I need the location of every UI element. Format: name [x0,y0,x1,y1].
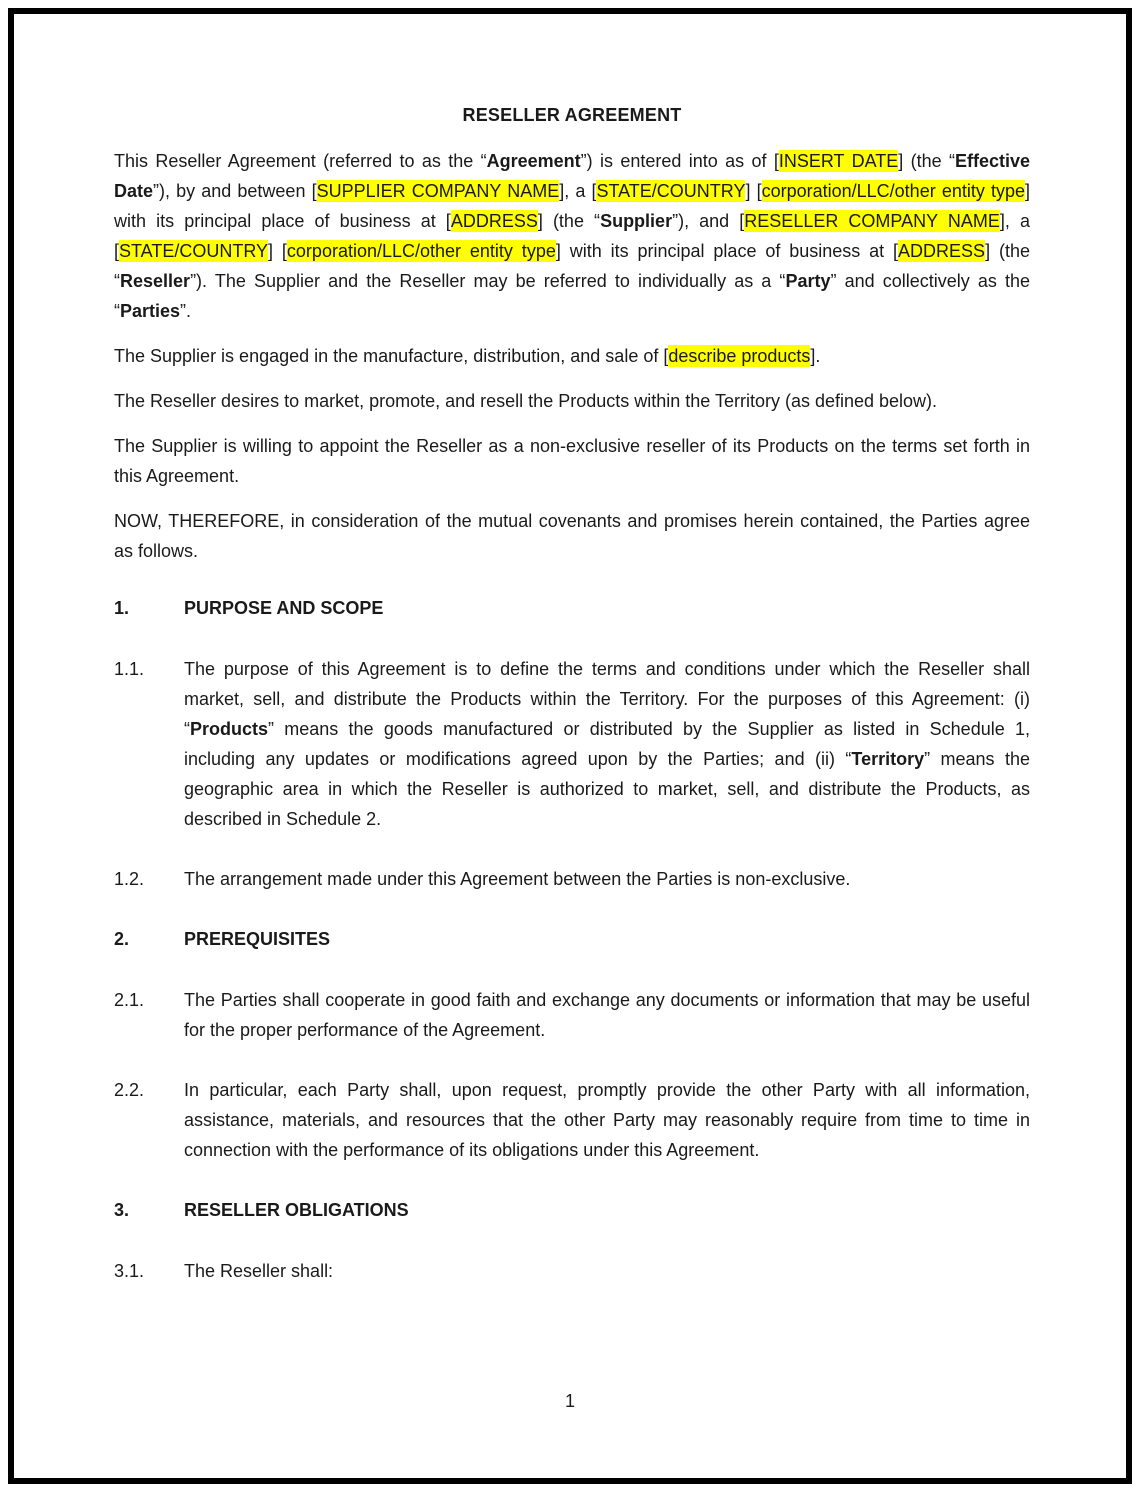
intro-paragraph-3 [114,386,1030,416]
text-run: This Reseller Agreement (referred to as the “ [114,151,487,171]
section-heading-1 [114,593,1030,623]
text-run: The Parties shall cooperate in good faith and exchange any documents or information that may be useful for the proper performance of the Agreement. [184,990,1030,1040]
text-run: The Supplier is engaged in the manufacture, distribution, and sale of [ [114,346,669,366]
text-run: ” and collectively as the “ [114,271,1030,321]
text-run: In particular, each Party shall, upon request, promptly provide the other Party with all information, assistance, materials, and resources that the other Party may reasonably require from time to time in connection with the performance of its obligations under this Agreement. [184,1080,1030,1160]
clause-text [184,864,1030,894]
placeholder-highlight: RESELLER COMPANY NAME [744,211,1000,231]
section-title: RESELLER OBLIGATIONS [184,1200,409,1220]
section-heading-3 [114,1195,1030,1225]
placeholder-highlight: SUPPLIER COMPANY NAME [316,181,560,201]
document-title: RESELLER AGREEMENT [462,105,682,125]
intro-paragraph-1 [114,146,1030,326]
text-run: The Supplier is willing to appoint the Reseller as a non-exclusive reseller of its Products on the terms set forth in this Agreement. [114,436,1030,486]
clause-number: 1.1. [114,659,145,679]
text-run: ] [ [268,241,287,261]
text-run: ”), by and between [ [153,181,317,201]
text-run: The Reseller desires to market, promote, and resell the Products within the Territory (as defined below). [114,391,938,411]
text-run: The Reseller shall: [184,1261,334,1281]
defined-term: Supplier [600,211,673,231]
text-run: ] (the “ [537,211,601,231]
intro-paragraph-5 [114,506,1030,566]
clause-1-2 [114,864,1030,894]
defined-term: Agreement [486,151,581,171]
text-run: NOW, THEREFORE, in consideration of the mutual covenants and promises herein contained, the Parties agree as follows. [114,511,1030,561]
clause-text [184,1256,1030,1286]
clause-2-1 [114,985,1030,1045]
text-run: ”). The Supplier and the Reseller may be referred to individually as a “ [190,271,786,291]
clause-text [184,1075,1030,1165]
text-run: ” means the goods manufactured or distributed by the Supplier as listed in Schedule 1, including any updates or modifications agreed upon by the Parties; and (ii) “ [184,719,1030,769]
placeholder-highlight: describe products [668,346,811,366]
intro-paragraph-2 [114,341,1030,371]
text-run: ]. [810,346,821,366]
placeholder-highlight: STATE/COUNTRY [596,181,746,201]
text-run: ], a [ [559,181,597,201]
clause-number: 3.1. [114,1261,145,1281]
clause-number: 2.2. [114,1080,145,1100]
document-page [14,14,1126,1286]
text-run: ”), and [ [672,211,745,231]
text-run: ], a [ [114,211,1030,261]
placeholder-highlight: STATE/COUNTRY [119,241,269,261]
placeholder-highlight: corporation/LLC/other entity type [761,181,1025,201]
defined-term: Reseller [120,271,191,291]
section-number: 3. [114,1200,130,1220]
clause-2-2 [114,1075,1030,1165]
text-run: ] with its principal place of business at [ [114,181,1030,231]
placeholder-highlight: ADDRESS [450,211,538,231]
text-run: ”. [180,301,192,321]
placeholder-highlight: ADDRESS [898,241,986,261]
section-title: PREREQUISITES [184,929,331,949]
page-number: 1 [564,1391,575,1411]
intro-paragraph-4 [114,431,1030,491]
text-run: ] with its principal place of business at [ [555,241,899,261]
text-run: ] (the “ [898,151,955,171]
defined-term: Party [785,271,831,291]
clause-3-1 [114,1256,1030,1286]
clause-number: 2.1. [114,990,145,1010]
text-run: ] (the “ [114,241,1030,291]
defined-term: Products [190,719,269,739]
placeholder-highlight: corporation/LLC/other entity type [286,241,556,261]
clause-text [184,985,1030,1045]
text-run: ] [ [745,181,762,201]
section-title: PURPOSE AND SCOPE [184,598,384,618]
text-run: ” means the geographic area in which the Reseller is authorized to market, sell, and distribute the Products, as described in Schedule 2. [184,749,1030,829]
clause-number: 1.2. [114,869,145,889]
clause-text [184,654,1030,834]
defined-term: Territory [851,749,925,769]
page-border-frame [8,8,1132,1484]
text-run: The arrangement made under this Agreement between the Parties is non-exclusive. [184,869,851,889]
placeholder-highlight: INSERT DATE [778,151,899,171]
clause-1-1 [114,654,1030,834]
text-run: ”) is entered into as of [ [580,151,779,171]
defined-term: Parties [120,301,181,321]
defined-term: Effective Date [114,151,1031,201]
text-run: The purpose of this Agreement is to define the terms and conditions under which the Reseller shall market, sell, and distribute the Products within the Territory. For the purposes of this Agreement: (i) “ [184,659,1030,739]
section-number: 1. [114,598,130,618]
section-number: 2. [114,929,130,949]
section-heading-2 [114,924,1030,954]
